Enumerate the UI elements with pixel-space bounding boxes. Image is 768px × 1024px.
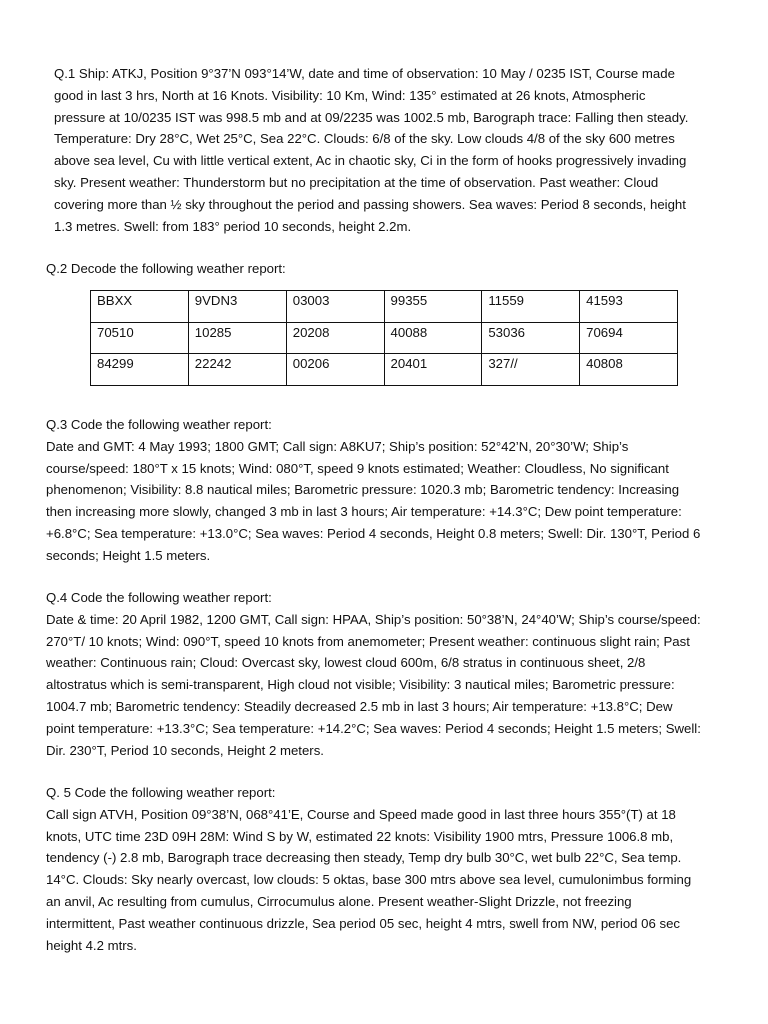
table-cell: 327// bbox=[482, 354, 580, 386]
question-1-line: pressure at 10/0235 IST was 998.5 mb and at 09/2235 was 1002.5 mb, Barograph trace: Falling then steady. bbox=[54, 109, 689, 125]
table-row bbox=[91, 291, 678, 323]
question-5-line: knots, UTC time 23D 09H 28M: Wind S by W, estimated 22 knots: Visibility 1900 mtrs, Pressure 1006.8 mb, bbox=[46, 828, 674, 844]
table-cell: 22242 bbox=[188, 354, 286, 386]
question-1-line: sky. Present weather: Thunderstorm but no precipitation at the time of observation. Past weather: Cloud bbox=[54, 174, 659, 190]
table-cell: 00206 bbox=[286, 354, 384, 386]
table-cell: 84299 bbox=[91, 354, 189, 386]
question-5-line: height 4.2 mtrs. bbox=[46, 937, 137, 953]
question-3-line: seconds; Height 1.5 meters. bbox=[46, 547, 211, 563]
table-cell: BBXX bbox=[91, 291, 189, 323]
table-cell: 10285 bbox=[188, 322, 286, 354]
table-cell: 20401 bbox=[384, 354, 482, 386]
question-5-paragraph bbox=[46, 782, 722, 956]
question-1-line: Temperature: Dry 28°C, Wet 25°C, Sea 22°C. Clouds: 6/8 of the sky. Low clouds 4/8 of the sky 600 metres bbox=[54, 131, 675, 147]
question-5-line: tendency (-) 2.8 mb, Barograph trace decreasing then steady, Temp dry bulb 30°C, wet bulb 22°C, Sea temp. bbox=[46, 850, 682, 866]
question-2-heading: Q.2 Decode the following weather report: bbox=[46, 261, 286, 276]
table-cell: 40088 bbox=[384, 322, 482, 354]
question-4-line: point temperature: +13.3°C; Sea temperature: +14.2°C; Sea waves: Period 4 seconds; Height 1.5 meters; Swell: bbox=[46, 720, 701, 736]
question-4-line: 1004.7 mb; Barometric tendency: Steadily decreased 2.5 mb in last 3 hours; Air temperature: +13.8°C; Dew bbox=[46, 698, 673, 714]
question-3-line: then increasing more slowly, changed 3 mb in last 3 hours; Air temperature: +14.3°C; Dew point temperature: bbox=[46, 504, 682, 520]
question-3-line: phenomenon; Visibility: 8.8 nautical miles; Barometric pressure: 1020.3 mb; Barometric tendency: Increasing bbox=[46, 482, 680, 498]
table-cell: 11559 bbox=[482, 291, 580, 323]
table-cell: 99355 bbox=[384, 291, 482, 323]
weather-report-table bbox=[90, 290, 678, 386]
table-cell: 03003 bbox=[286, 291, 384, 323]
table-cell: 70510 bbox=[91, 322, 189, 354]
question-5-line: intermittent, Past weather continuous drizzle, Sea period 05 sec, height 4 mtrs, swell from NW, period 06 sec bbox=[46, 915, 681, 931]
table-cell: 41593 bbox=[580, 291, 678, 323]
question-3-line: Q.3 Code the following weather report: bbox=[46, 417, 272, 432]
question-4-line: weather: Continuous rain; Cloud: Overcast sky, lowest cloud 600m, 6/8 stratus in continuous sheet, 2/8 bbox=[46, 655, 646, 671]
question-1-line: Q.1 Ship: ATKJ, Position 9°37’N 093°14’W, date and time of observation: 10 May / 0235 IST, Course made bbox=[54, 66, 675, 81]
question-5-line: 14°C. Clouds: Sky nearly overcast, low clouds: 5 oktas, base 300 mtrs above sea level, cumulonimbus forming bbox=[46, 872, 692, 888]
question-4-line: Date & time: 20 April 1982, 1200 GMT, Call sign: HPAA, Ship’s position: 50°38’N, 24°40’W; Ship’s course/speed: bbox=[46, 611, 701, 627]
table-row bbox=[91, 322, 678, 354]
question-4-line: altostratus which is semi-transparent, High cloud not visible; Visibility: 3 nautical miles; Barometric pressure: bbox=[46, 677, 675, 693]
question-1-paragraph bbox=[54, 63, 716, 237]
table-cell: 70694 bbox=[580, 322, 678, 354]
table-row bbox=[91, 354, 678, 386]
question-4-line: Q.4 Code the following weather report: bbox=[46, 590, 272, 605]
question-3-paragraph bbox=[46, 414, 722, 567]
table-cell: 40808 bbox=[580, 354, 678, 386]
table-cell: 9VDN3 bbox=[188, 291, 286, 323]
question-4-paragraph bbox=[46, 587, 726, 761]
question-5-line: Q. 5 Code the following weather report: bbox=[46, 785, 276, 800]
question-5-line: Call sign ATVH, Position 09°38’N, 068°41’E, Course and Speed made good in last three hours 355°(T) at 18 bbox=[46, 806, 676, 822]
question-1-line: covering more than ½ sky throughout the period and passing showers. Sea waves: Period 8 seconds, height bbox=[54, 196, 686, 212]
question-4-line: Dir. 230°T, Period 10 seconds, Height 2 meters. bbox=[46, 742, 324, 758]
question-4-line: 270°T/ 10 knots; Wind: 090°T, speed 10 knots from anemometer; Present weather: continuous slight rain; Past bbox=[46, 633, 690, 649]
question-3-line: Date and GMT: 4 May 1993; 1800 GMT; Call sign: A8KU7; Ship’s position: 52°42’N, 20°30’W; Ship’s bbox=[46, 438, 629, 454]
table-cell: 20208 bbox=[286, 322, 384, 354]
question-1-line: 1.3 metres. Swell: from 183° period 10 seconds, height 2.2m. bbox=[54, 218, 412, 234]
question-3-line: +6.8°C; Sea temperature: +13.0°C; Sea waves: Period 4 seconds, Height 0.8 meters; Swell: Dir. 130°T, Period 6 bbox=[46, 525, 701, 541]
question-5-line: an anvil, Ac resulting from cumulus, Cirrocumulus alone. Present weather-Slight Drizzle, not freezing bbox=[46, 893, 632, 909]
question-3-line: course/speed: 180°T x 15 knots; Wind: 080°T, speed 9 knots estimated; Weather: Cloudless, No significant bbox=[46, 460, 669, 476]
question-1-line: above sea level, Cu with little vertical extent, Ac in chaotic sky, Ci in the form of hooks progressively invading bbox=[54, 153, 687, 169]
question-1-line: good in last 3 hrs, North at 16 Knots. Visibility: 10 Km, Wind: 135° estimated at 26 knots, Atmospheric bbox=[54, 87, 646, 103]
table-cell: 53036 bbox=[482, 322, 580, 354]
